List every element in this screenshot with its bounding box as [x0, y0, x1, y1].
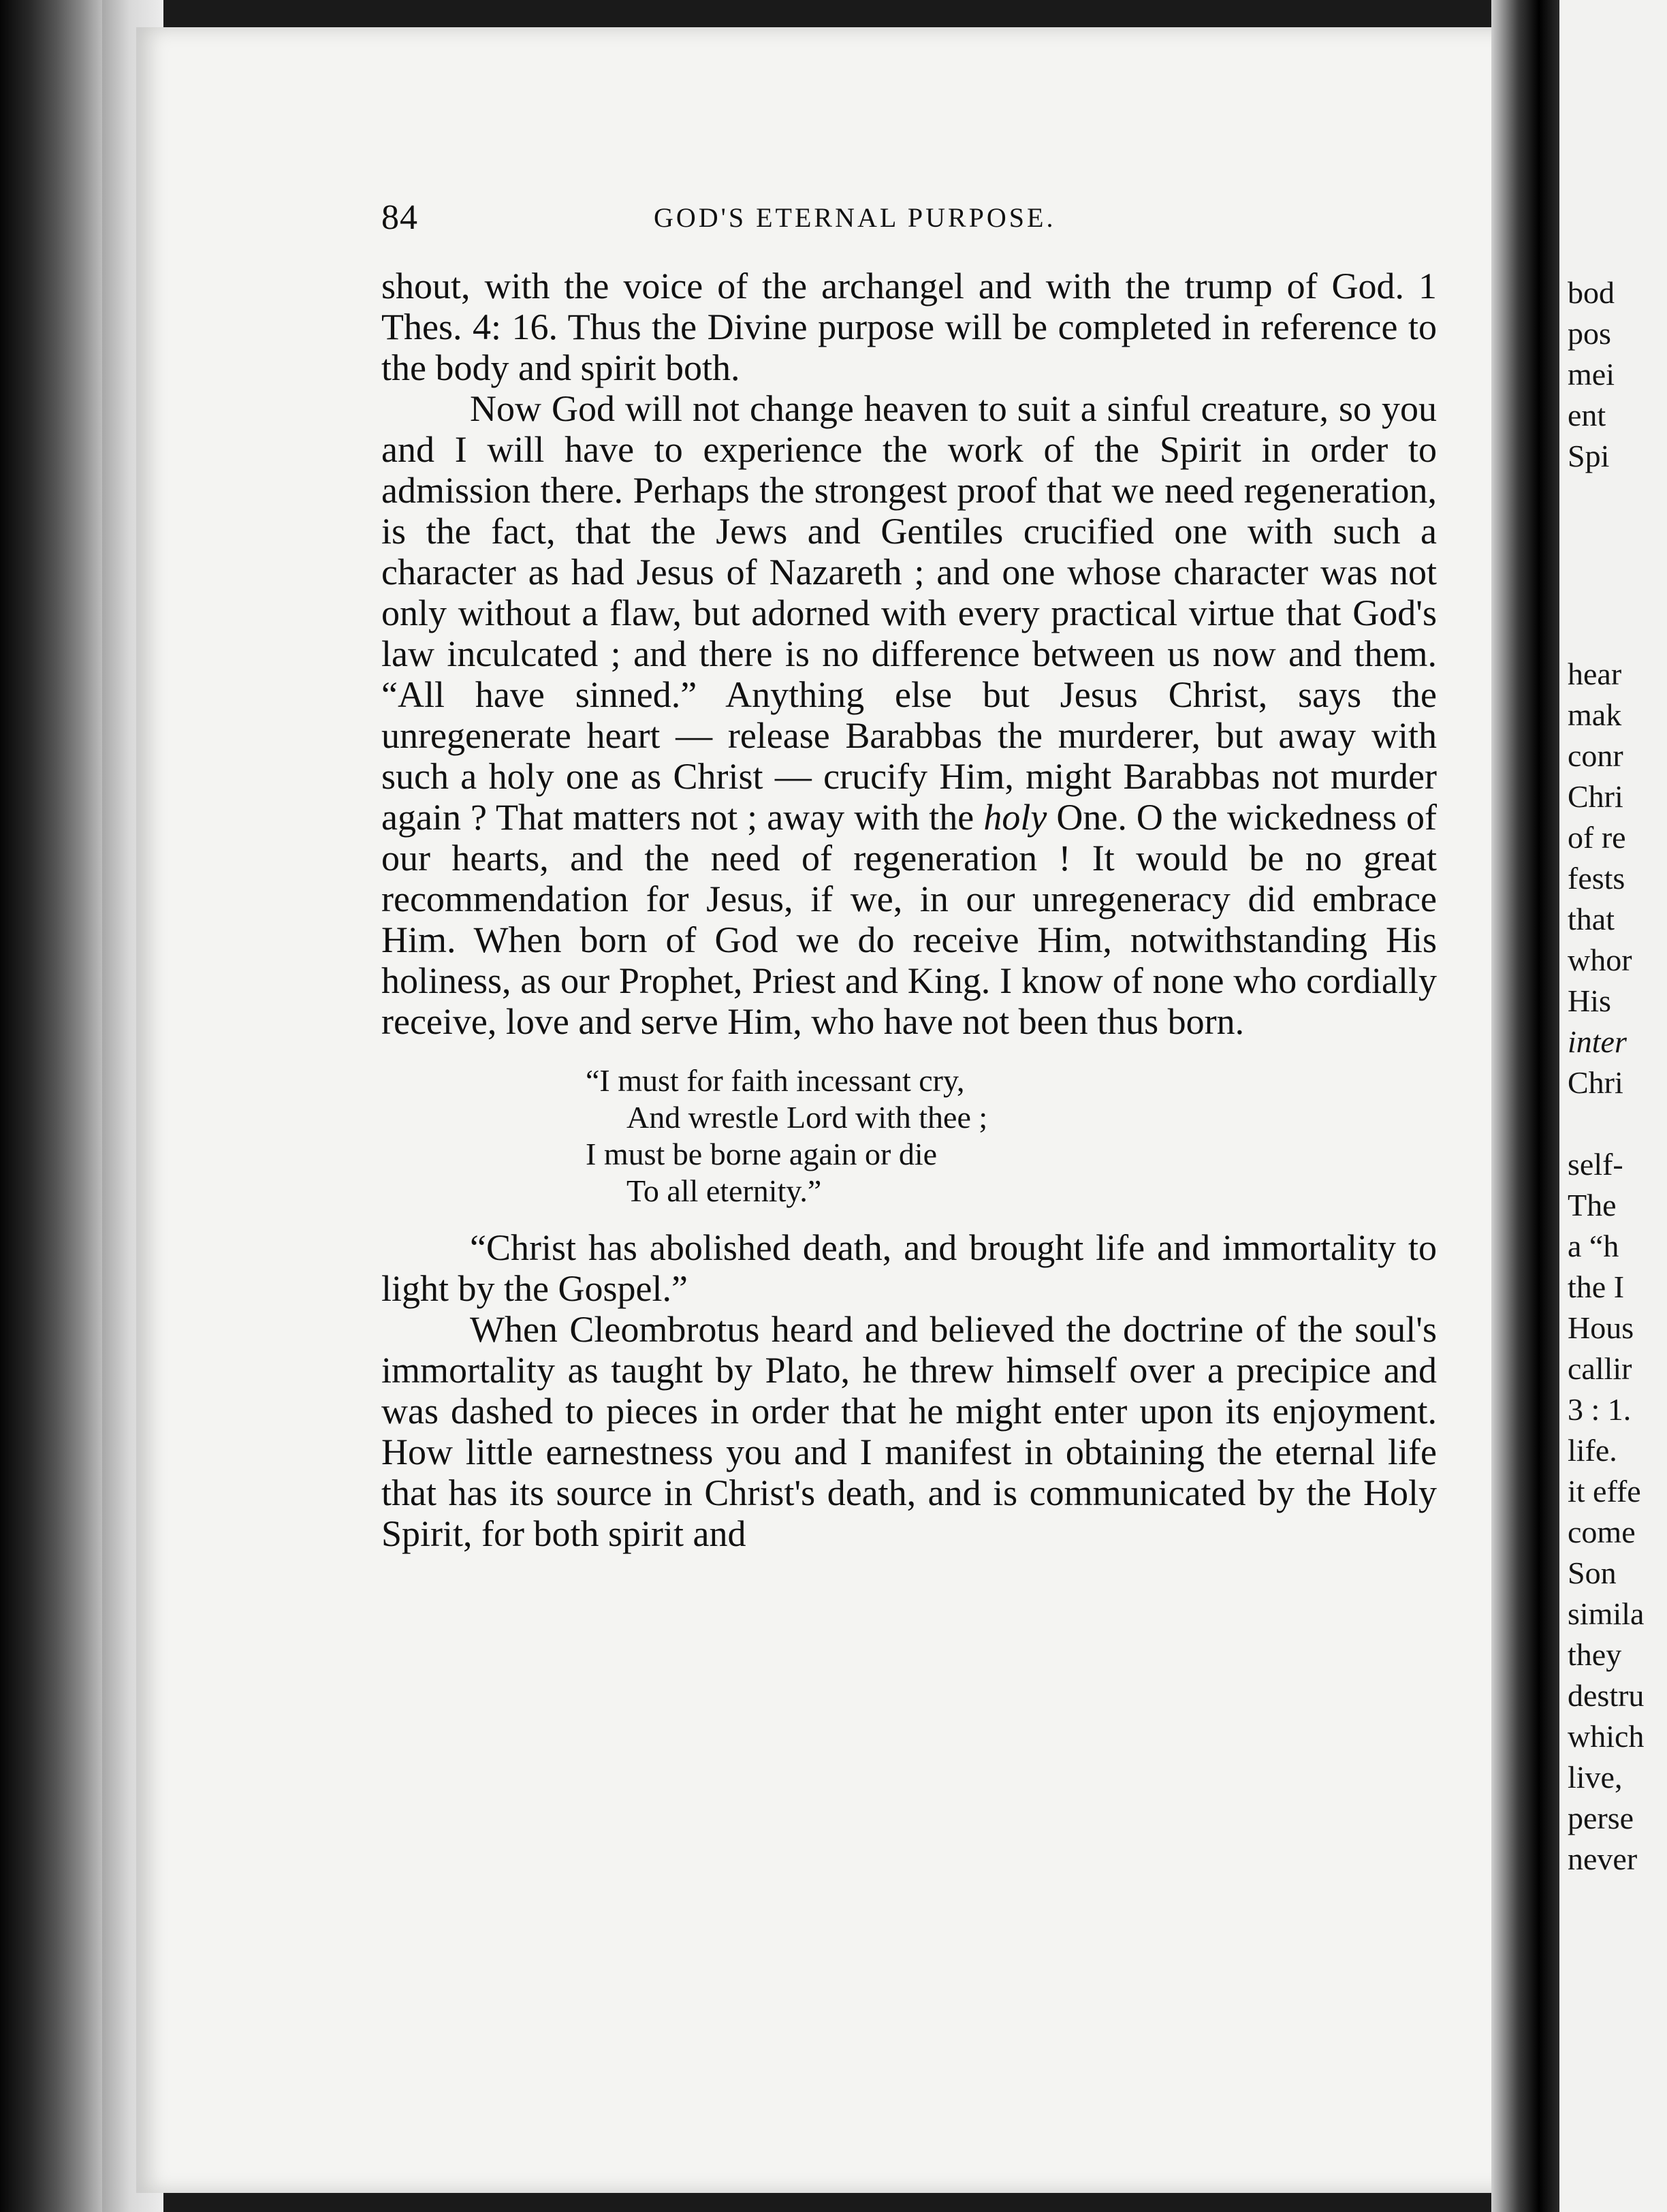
facing-fragment: Hous [1568, 1310, 1634, 1345]
book-gutter [1491, 0, 1559, 2212]
paragraph-1: shout, with the voice of the archangel and with the trump of God. 1 Thes. 4: 16. Thus the Divine purpose will be completed in reference to the body and spirit both. [381, 266, 1437, 388]
paragraph-4: When Cleombrotus heard and believed the doctrine of the soul's immortality as taught by Plato, he threw himself over a precipice and was dashed to pieces in order that he might enter upon its enjoyment. How little earnestness you and I manifest in obtaining the eternal life that has its source in Christ's death, and is communicated by the Holy Spirit, for both spirit and [381, 1309, 1437, 1554]
facing-fragment: whor [1568, 943, 1632, 977]
facing-fragment: it effe [1568, 1474, 1641, 1508]
poem-line: To all eternity.” [626, 1173, 822, 1208]
facing-fragment: Son [1568, 1555, 1617, 1590]
facing-fragment: live, [1568, 1760, 1623, 1795]
facing-fragment: which [1568, 1719, 1645, 1754]
poem-quote [586, 1062, 1437, 1210]
facing-fragment: of re [1568, 820, 1626, 855]
facing-fragment: inter [1568, 1024, 1627, 1059]
facing-fragment: conr [1568, 738, 1623, 773]
paragraph-2-part-a: Now God will not change heaven to suit a sinful creature, so you and I will have to experience the work of the Spirit in order to admission there. Perhaps the strongest proof that we need regeneration, is the fact, that the Jews and Gentiles crucified one with such a character as had Jesus of Nazareth ; and one whose character was not only without a flaw, but adorned with every practical virtue that God's law inculcated ; and there is no difference between us now and them. “All have sinned.” Anything else but Jesus Christ, says the unregenerate heart — release Barabbas the murderer, but away with such a holy one as Christ — crucify Him, might Barabbas not murder again ? That matters not ; away with the [381, 388, 1437, 838]
facing-fragment: that [1568, 902, 1615, 936]
facing-page-edge [1559, 0, 1667, 2212]
facing-fragment: Chri [1568, 1065, 1623, 1100]
page-text [381, 266, 1437, 1554]
facing-fragment: The [1568, 1188, 1617, 1222]
facing-fragment: they [1568, 1637, 1622, 1672]
facing-fragment: self- [1568, 1147, 1623, 1182]
poem-line: “I must for faith incessant cry, [586, 1063, 965, 1098]
facing-fragment: mak [1568, 697, 1622, 732]
facing-fragment: simila [1568, 1596, 1645, 1631]
facing-fragment: come [1568, 1515, 1636, 1549]
facing-fragment: never [1568, 1842, 1638, 1876]
facing-fragment: ent [1568, 398, 1606, 432]
book-spine [0, 0, 102, 2212]
facing-fragment: Chri [1568, 779, 1623, 814]
page-number: 84 [381, 198, 418, 237]
facing-fragment: callir [1568, 1351, 1632, 1386]
italic-word: holy [983, 797, 1047, 838]
facing-fragment: hear [1568, 657, 1622, 691]
facing-fragment: a “h [1568, 1229, 1619, 1263]
facing-fragment: perse [1568, 1801, 1634, 1835]
facing-fragment: bod [1568, 275, 1615, 310]
facing-fragment: the I [1568, 1269, 1625, 1304]
paragraph-3: “Christ has abolished death, and brought life and immortality to light by the Gospel.” [381, 1227, 1437, 1309]
paragraph-2-part-b: One. O the wickedness of our hearts, and the need of regeneration ! It would be no great recommendation for Jesus, if we, in our unregeneracy did embrace Him. When born of God we do receive Him, notwithstanding His holiness, as our Prophet, Priest and King. I know of none who cordially receive, love and serve Him, who have not been thus born. [381, 797, 1438, 1042]
running-title: GOD'S ETERNAL PURPOSE. [654, 202, 1056, 233]
facing-fragment: life. [1568, 1433, 1617, 1468]
facing-fragment: pos [1568, 316, 1611, 351]
facing-fragment: destru [1568, 1678, 1645, 1713]
facing-fragment: 3 : 1. [1568, 1392, 1632, 1427]
facing-fragment: fests [1568, 861, 1625, 896]
facing-fragment: mei [1568, 357, 1615, 392]
poem-line: I must be borne again or die [586, 1137, 938, 1171]
poem-line: And wrestle Lord with thee ; [626, 1100, 988, 1135]
paragraph-2 [381, 388, 1437, 1042]
facing-fragment: Spi [1568, 439, 1610, 473]
facing-fragment: His [1568, 983, 1611, 1018]
